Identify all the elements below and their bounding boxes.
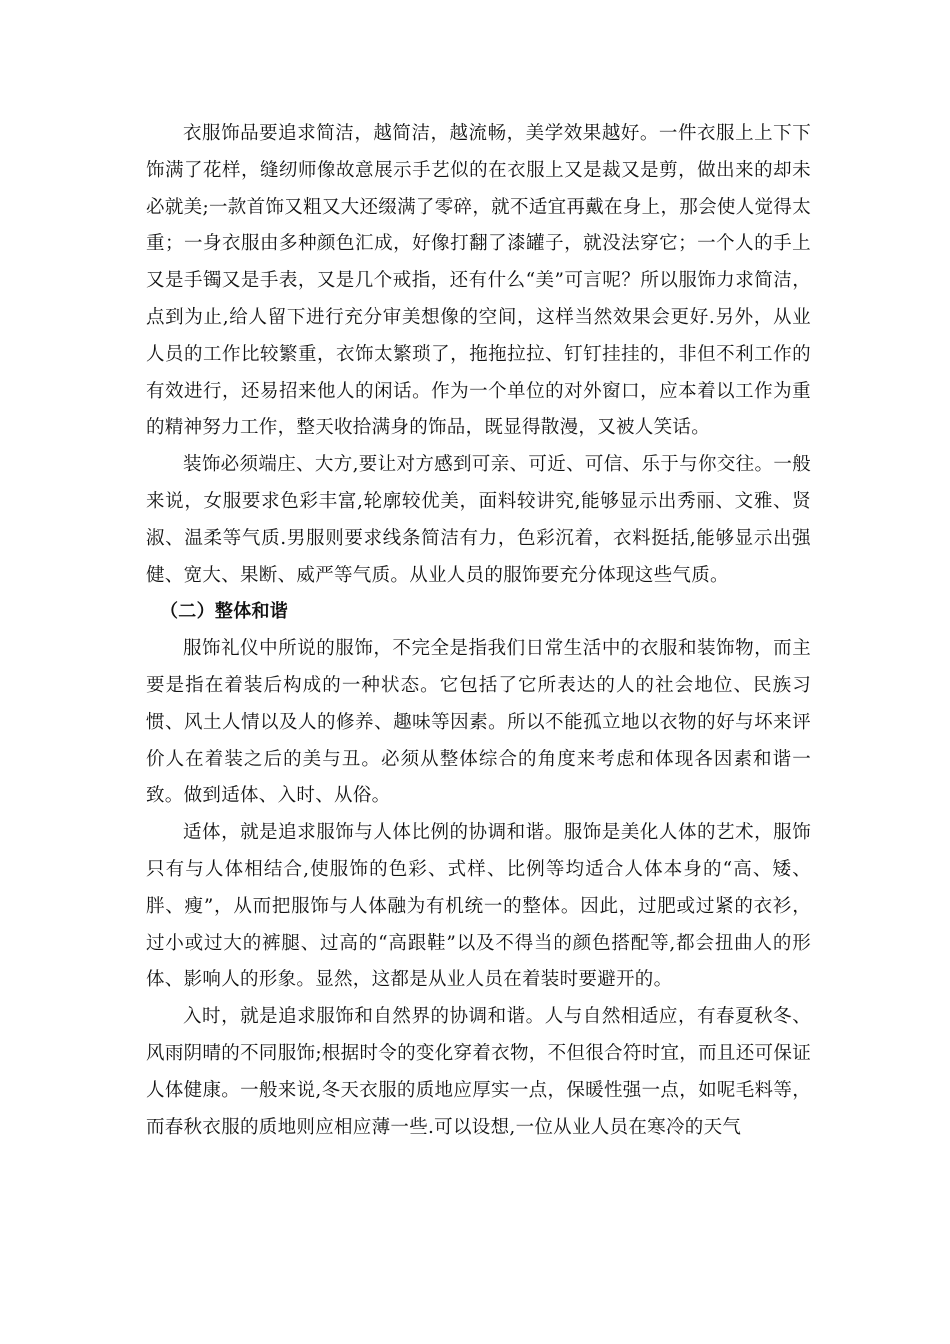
- paragraph-simplicity: 衣服饰品要追求简洁，越简洁，越流畅，美学效果越好。一件衣服上上下下饰满了花样，缝纫师像故意展示手艺似的在衣服上又是裁又是剪，做出来的却未必就美;一款首饰又粗又大还缀满了零碎，就不适宜再戴在身上，那会使人觉得太重；一身衣服由多种颜色汇成，好像打翻了漆罐子，就没法穿它；一个人的手上又是手镯又是手表，又是几个戒指，还有什么“美”可言呢？所以服饰力求简洁，点到为止,给人留下进行充分审美想像的空间，这样当然效果会更好.另外，从业人员的工作比较繁重，衣饰太繁琐了，拖拖拉拉、钉钉挂挂的，非但不利工作的有效进行，还易招来他人的闲话。作为一个单位的对外窗口，应本着以工作为重的精神努力工作，整天收拾满身的饰品，既显得散漫，又被人笑话。: [146, 123, 811, 439]
- paragraph-fit-body: 适体，就是追求服饰与人体比例的协调和谐。服饰是美化人体的艺术，服饰只有与人体相结合,使服饰的色彩、式样、比例等均适合人体本身的“高、矮、胖、瘦”，从而把服饰与人体融为有机统一的整体。因此，过肥或过紧的衣衫，过小或过大的裤腿、过高的“高跟鞋”以及不得当的颜色搭配等,都会扭曲人的形体、影响人的形象。显然，这都是从业人员在着装时要避开的。: [146, 822, 811, 991]
- section-heading: （二）整体和谐: [160, 601, 289, 623]
- paragraph-dignified-decoration: 装饰必须端庄、大方,要让对方感到可亲、可近、可信、乐于与你交往。一般来说，女服要求色彩丰富,轮廓较优美，面料较讲究,能够显示出秀丽、文雅、贤淑、温柔等气质.男服则要求线条简洁有力，色彩沉着，衣料挺括,能够显示出强健、宽大、果断、威严等气质。从业人员的服饰要充分体现这些气质。: [146, 454, 811, 586]
- paragraph-timely: 入时，就是追求服饰和自然界的协调和谐。人与自然相适应，有春夏秋冬、风雨阴晴的不同服饰;根据时令的变化穿着衣物，不但很合符时宜，而且还可保证人体健康。一般来说,冬天衣服的质地应厚实一点，保暖性强一点，如呢毛料等，而春秋衣服的质地则应相应薄一些.可以设想,一位从业人员在寒冷的天气: [146, 1006, 811, 1138]
- paragraph-overall-state: 服饰礼仪中所说的服饰，不完全是指我们日常生活中的衣服和装饰物，而主要是指在着装后构成的一种状态。它包括了它所表达的人的社会地位、民族习惯、风土人情以及人的修养、趣味等因素。所以不能孤立地以衣物的好与坏来评价人在着装之后的美与丑。必须从整体综合的角度来考虑和体现各因素和谐一致。做到适体、入时、从俗。: [146, 638, 811, 807]
- document-body: [146, 116, 811, 1146]
